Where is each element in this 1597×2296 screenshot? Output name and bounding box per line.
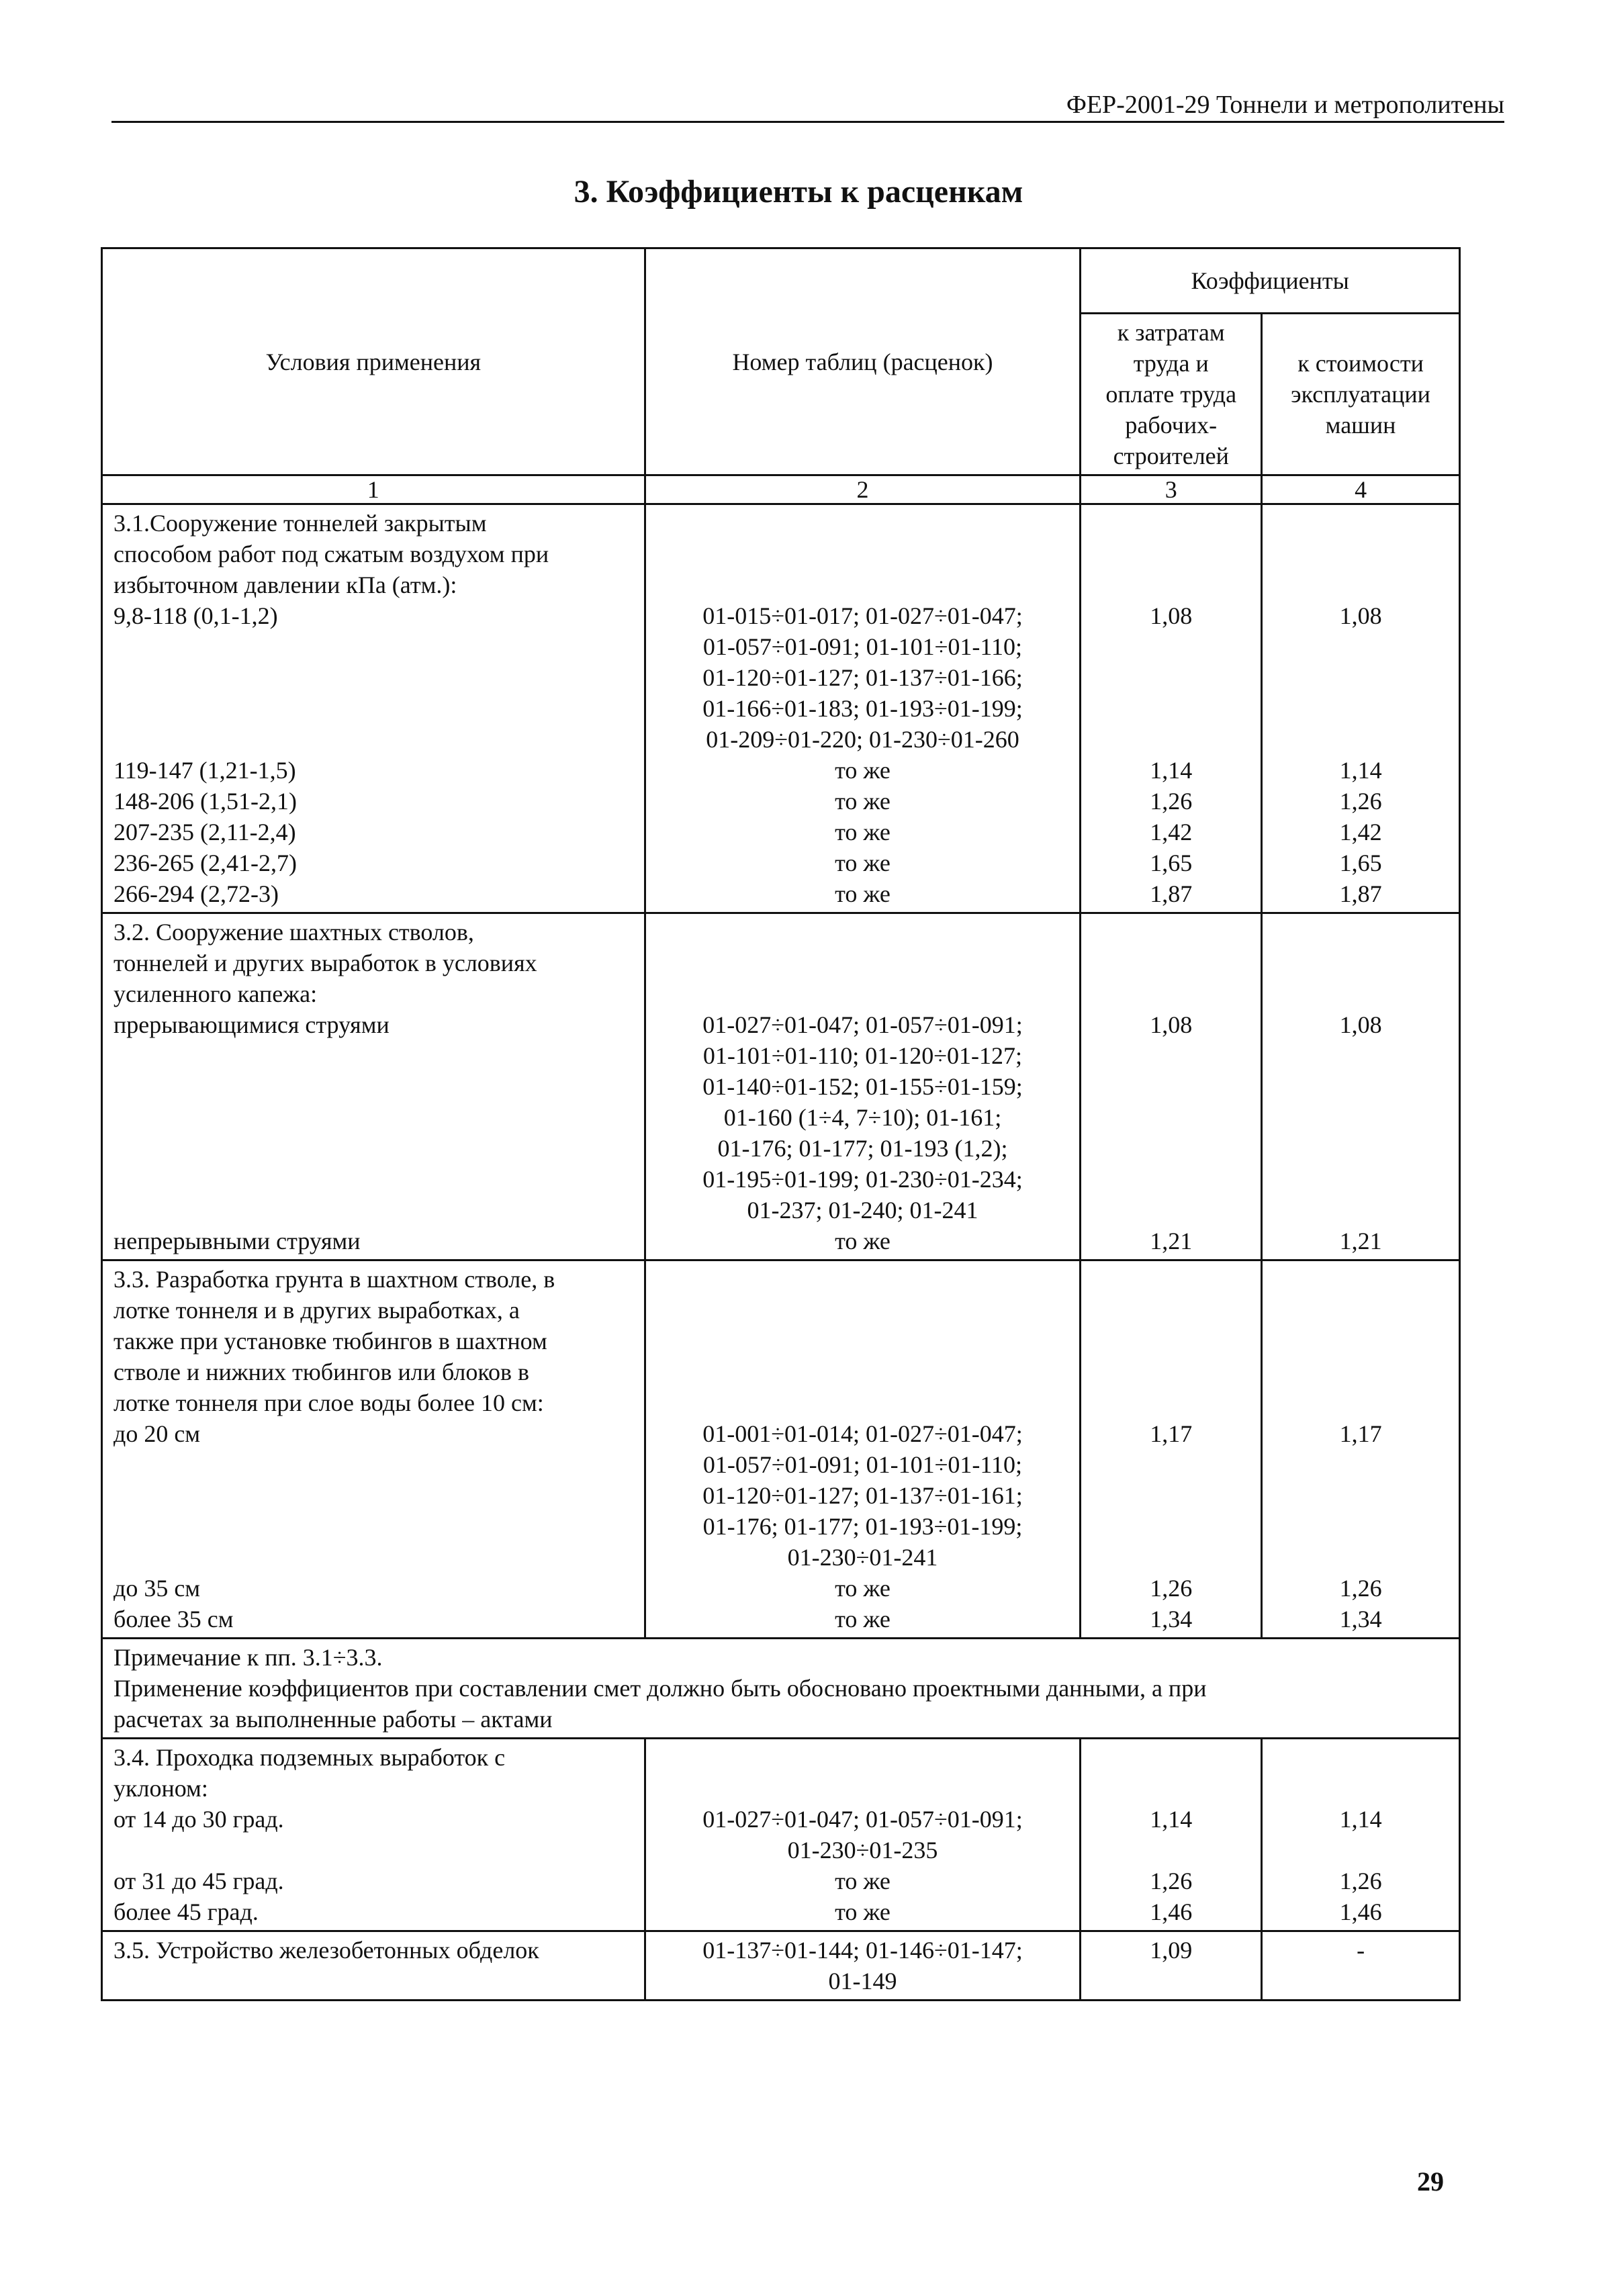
table-number-line: 01-120÷01-127; 01-137÷01-166; — [702, 664, 1023, 691]
section-heading-line: способом работ под сжатым воздухом при — [113, 541, 549, 567]
table-number-line: 01-001÷01-014; 01-027÷01-047; — [702, 1420, 1023, 1447]
spacer — [1092, 1742, 1250, 1773]
table-number-line: 01-120÷01-127; 01-137÷01-161; — [702, 1482, 1023, 1509]
spacer — [1273, 948, 1448, 978]
section-3-4-table-numbers — [645, 1739, 1081, 1931]
section-3-3-table-numbers — [645, 1260, 1081, 1639]
table-number-line: то же — [835, 788, 891, 815]
spacer — [1092, 1542, 1250, 1573]
spacer — [657, 948, 1069, 978]
coefficient-value: 1,26 — [1150, 1868, 1193, 1894]
spacer — [1273, 1511, 1448, 1542]
table-number-line: 01-137÷01-144; 01-146÷01-147; — [702, 1937, 1023, 1964]
coefficient-value: 1,65 — [1150, 849, 1193, 876]
running-header — [111, 93, 1504, 123]
section-3-5-conditions: 3.5. Устройство железобетонных обделок — [102, 1931, 645, 2001]
coefficient-value: 1,34 — [1150, 1606, 1193, 1633]
section-heading-line: 3.3. Разработка грунта в шахтном стволе, в — [113, 1266, 555, 1293]
condition-item: непрерывными струями — [113, 1228, 361, 1254]
spacer — [1273, 693, 1448, 724]
table-number-line: 01-015÷01-017; 01-027÷01-047; — [702, 602, 1023, 629]
section-3-1-row — [102, 504, 1460, 913]
section-3-2-machine-coefficients — [1262, 913, 1460, 1260]
spacer — [657, 1295, 1069, 1326]
section-3-2-labor-coefficients — [1081, 913, 1262, 1260]
spacer — [113, 1071, 633, 1102]
header-labor-line: труда и — [1133, 350, 1209, 377]
spacer — [1273, 1295, 1448, 1326]
section-heading-line: тоннелей и других выработок в условиях — [113, 950, 537, 976]
coefficient-value: 1,46 — [1150, 1898, 1193, 1925]
section-3-4-row — [102, 1739, 1460, 1931]
section-3-4-machine-coefficients — [1262, 1739, 1460, 1931]
spacer — [657, 917, 1069, 948]
spacer — [1092, 1295, 1250, 1326]
column-number: 4 — [1262, 475, 1460, 504]
section-3-2-row — [102, 913, 1460, 1260]
spacer — [113, 1102, 633, 1133]
table-number-line: 01-149 — [828, 1968, 897, 1994]
spacer — [1092, 693, 1250, 724]
coefficient-value: 1,14 — [1339, 1806, 1382, 1833]
spacer — [657, 569, 1069, 600]
spacer — [1273, 978, 1448, 1009]
spacer — [1092, 1102, 1250, 1133]
header-table-numbers: Номер таблиц (расценок) — [645, 248, 1081, 475]
running-title: ФЕР-2001-29 Тоннели и метрополитены — [1066, 91, 1504, 119]
table-number-line: то же — [835, 849, 891, 876]
header-labor-line: строителей — [1113, 443, 1229, 469]
coefficient-value: 1,26 — [1150, 788, 1193, 815]
spacer — [1092, 1835, 1250, 1866]
header-labor-coefficient — [1081, 314, 1262, 475]
coefficient-value: 1,17 — [1339, 1420, 1382, 1447]
condition-item: 266-294 (2,72-3) — [113, 880, 279, 907]
spacer — [1273, 1164, 1448, 1195]
coefficient-value: 1,14 — [1150, 757, 1193, 784]
spacer — [1273, 1040, 1448, 1071]
condition-item: до 35 см — [113, 1575, 201, 1602]
spacer — [1273, 1326, 1448, 1357]
table-number-line: то же — [835, 757, 891, 784]
header-machine-line: эксплуатации — [1291, 381, 1430, 408]
spacer — [1092, 1326, 1250, 1357]
condition-item — [113, 662, 633, 693]
spacer — [1092, 1195, 1250, 1226]
note-line: расчетах за выполненные работы – актами — [113, 1706, 553, 1733]
section-3-1-labor-coefficients — [1081, 504, 1262, 913]
column-number: 1 — [102, 475, 645, 504]
section-3-1-machine-coefficients — [1262, 504, 1460, 913]
spacer — [657, 1387, 1069, 1418]
column-number: 2 — [645, 475, 1081, 504]
spacer — [657, 978, 1069, 1009]
table-number-line: 01-057÷01-091; 01-101÷01-110; — [702, 633, 1023, 660]
table-number-line: 01-160 (1÷4, 7÷10); 01-161; — [723, 1104, 1002, 1131]
header-labor-line: к затратам — [1117, 319, 1225, 346]
condition-item: более 45 град. — [113, 1898, 259, 1925]
header-machine-coefficient — [1262, 314, 1460, 475]
table-number-line: 01-230÷01-241 — [787, 1544, 938, 1571]
page-number: 29 — [1417, 2166, 1444, 2197]
table-number-line: 01-166÷01-183; 01-193÷01-199; — [702, 695, 1023, 722]
spacer — [1092, 1449, 1250, 1480]
condition-item: более 35 см — [113, 1606, 234, 1633]
spacer — [113, 1133, 633, 1164]
section-3-5-labor-coefficient: 1,09 — [1081, 1931, 1262, 2001]
spacer — [1092, 1357, 1250, 1387]
section-3-3-machine-coefficients — [1262, 1260, 1460, 1639]
spacer — [1273, 1071, 1448, 1102]
spacer — [1273, 1387, 1448, 1418]
table-number-line: 01-057÷01-091; 01-101÷01-110; — [702, 1451, 1023, 1478]
spacer — [1092, 1133, 1250, 1164]
spacer — [1092, 1071, 1250, 1102]
spacer — [1273, 631, 1448, 662]
section-3-5-machine-coefficient: - — [1262, 1931, 1460, 2001]
section-heading-line: 3.4. Проходка подземных выработок с — [113, 1744, 506, 1771]
spacer — [1092, 539, 1250, 569]
spacer — [1273, 569, 1448, 600]
section-heading-line: 3.2. Сооружение шахтных стволов, — [113, 919, 474, 946]
table-number-line: 01-176; 01-177; 01-193 (1,2); — [717, 1135, 1008, 1162]
spacer — [1092, 1387, 1250, 1418]
header-labor-line: рабочих- — [1125, 412, 1218, 439]
condition-item: 207-235 (2,11-2,4) — [113, 819, 296, 845]
page-title: 3. Коэффициенты к расценкам — [574, 174, 1023, 210]
section-heading-line: избыточном давлении кПа (атм.): — [113, 571, 457, 598]
coefficient-value: 1,26 — [1339, 1868, 1382, 1894]
coefficient-value: 1,87 — [1150, 880, 1193, 907]
coefficient-value: 1,34 — [1339, 1606, 1382, 1633]
spacer — [1092, 724, 1250, 755]
column-number: 3 — [1081, 475, 1262, 504]
spacer — [657, 1326, 1069, 1357]
section-heading-line: стволе и нижних тюбингов или блоков в — [113, 1359, 530, 1385]
condition-item: 9,8-118 (0,1-1,2) — [113, 602, 278, 629]
section-3-4-labor-coefficients — [1081, 1739, 1262, 1931]
condition-item: до 20 см — [113, 1420, 201, 1447]
header-coefficients: Коэффициенты — [1081, 248, 1460, 314]
spacer — [113, 1164, 633, 1195]
condition-item: 119-147 (1,21-1,5) — [113, 757, 296, 784]
coefficient-value: 1,26 — [1339, 1575, 1382, 1602]
spacer — [1092, 1264, 1250, 1295]
coefficient-value: 1,65 — [1339, 849, 1382, 876]
coefficient-value: 1,08 — [1339, 602, 1382, 629]
coefficient-value: 1,26 — [1150, 1575, 1193, 1602]
coefficient-value: 1,14 — [1339, 757, 1382, 784]
section-3-3-conditions — [102, 1260, 645, 1639]
spacer — [657, 508, 1069, 539]
spacer — [1092, 569, 1250, 600]
section-3-3-labor-coefficients — [1081, 1260, 1262, 1639]
section-3-5-row — [102, 1931, 1460, 2001]
condition-item: 148-206 (1,51-2,1) — [113, 788, 297, 815]
coefficient-value: 1,87 — [1339, 880, 1382, 907]
table-number-line: то же — [835, 1898, 891, 1925]
section-heading-line: лотке тоннеля и в других выработках, а — [113, 1297, 520, 1324]
spacer — [657, 539, 1069, 569]
spacer — [1273, 1449, 1448, 1480]
spacer — [657, 1264, 1069, 1295]
note-text — [102, 1639, 1460, 1739]
coefficients-table — [101, 247, 1461, 2001]
spacer — [1273, 1357, 1448, 1387]
section-heading-line: 3.1.Сооружение тоннелей закрытым — [113, 510, 487, 537]
coefficient-value: 1,21 — [1150, 1228, 1193, 1254]
section-3-2-conditions — [102, 913, 645, 1260]
coefficient-value: 1,21 — [1339, 1228, 1382, 1254]
spacer — [1273, 1133, 1448, 1164]
spacer — [1092, 978, 1250, 1009]
table-number-line: 01-230÷01-235 — [787, 1837, 938, 1864]
spacer — [1092, 662, 1250, 693]
spacer — [113, 1511, 633, 1542]
section-3-1-table-numbers — [645, 504, 1081, 913]
coefficient-value: 1,14 — [1150, 1806, 1193, 1833]
coefficient-value: 1,46 — [1339, 1898, 1382, 1925]
spacer — [1092, 1773, 1250, 1804]
coefficient-value: 1,08 — [1150, 602, 1193, 629]
spacer — [1273, 662, 1448, 693]
section-3-3-row — [102, 1260, 1460, 1639]
condition-item: от 14 до 30 град. — [113, 1806, 284, 1833]
header-machine-line: машин — [1325, 412, 1396, 439]
spacer — [113, 1542, 633, 1573]
coefficient-value: 1,08 — [1339, 1011, 1382, 1038]
table-number-line: то же — [835, 819, 891, 845]
spacer — [113, 1480, 633, 1511]
coefficient-value: 1,17 — [1150, 1420, 1193, 1447]
coefficient-value: 1,42 — [1150, 819, 1193, 845]
spacer — [1092, 1511, 1250, 1542]
table-number-line: 01-237; 01-240; 01-241 — [747, 1197, 978, 1224]
coefficient-value: 1,42 — [1339, 819, 1382, 845]
spacer — [1092, 917, 1250, 948]
section-3-4-conditions — [102, 1739, 645, 1931]
spacer — [113, 1835, 633, 1866]
table-number-line: 01-027÷01-047; 01-057÷01-091; — [702, 1806, 1023, 1833]
header-labor-line: оплате труда — [1105, 381, 1237, 408]
spacer — [1273, 539, 1448, 569]
section-heading-line: лотке тоннеля при слое воды более 10 см: — [113, 1389, 544, 1416]
spacer — [1092, 631, 1250, 662]
spacer — [1092, 508, 1250, 539]
table-number-line: то же — [835, 1868, 891, 1894]
section-heading-line: усиленного капежа: — [113, 980, 318, 1007]
spacer — [1273, 1773, 1448, 1804]
table-number-line: то же — [835, 1606, 891, 1633]
spacer — [1092, 1040, 1250, 1071]
spacer — [1092, 1164, 1250, 1195]
table-number-line: 01-209÷01-220; 01-230÷01-260 — [706, 726, 1019, 753]
spacer — [1273, 917, 1448, 948]
header-machine-line: к стоимости — [1297, 350, 1424, 377]
note-line: Примечание к пп. 3.1÷3.3. — [113, 1644, 383, 1671]
table-number-line: 01-027÷01-047; 01-057÷01-091; — [702, 1011, 1023, 1038]
spacer — [657, 1357, 1069, 1387]
spacer — [1273, 1835, 1448, 1866]
table-number-line: 01-140÷01-152; 01-155÷01-159; — [702, 1073, 1023, 1100]
condition-item — [113, 631, 633, 662]
spacer — [1273, 1195, 1448, 1226]
column-number-row — [102, 475, 1460, 504]
table-number-line: то же — [835, 1575, 891, 1602]
table-number-line: 01-195÷01-199; 01-230÷01-234; — [702, 1166, 1023, 1193]
spacer — [657, 1742, 1069, 1773]
coefficient-value: 1,08 — [1150, 1011, 1193, 1038]
spacer — [1273, 1542, 1448, 1573]
spacer — [1273, 508, 1448, 539]
spacer — [1273, 724, 1448, 755]
spacer — [1092, 1480, 1250, 1511]
table-number-line: то же — [835, 1228, 891, 1254]
note-line: Применение коэффициентов при составлении смет должно быть обосновано проектными данными, а при — [113, 1675, 1207, 1702]
condition-item — [113, 724, 633, 755]
table-number-line: то же — [835, 880, 891, 907]
condition-item: прерывающимися струями — [113, 1011, 390, 1038]
spacer — [113, 1195, 633, 1226]
spacer — [1273, 1264, 1448, 1295]
condition-item: 236-265 (2,41-2,7) — [113, 849, 297, 876]
table-number-line: 01-101÷01-110; 01-120÷01-127; — [702, 1042, 1023, 1069]
spacer — [657, 1773, 1069, 1804]
spacer — [1273, 1480, 1448, 1511]
spacer — [1273, 1102, 1448, 1133]
section-heading-line: также при установке тюбингов в шахтном — [113, 1328, 547, 1354]
coefficient-value: 1,26 — [1339, 788, 1382, 815]
spacer — [113, 1040, 633, 1071]
section-heading-line: уклоном: — [113, 1775, 208, 1802]
section-3-1-conditions — [102, 504, 645, 913]
condition-item — [113, 693, 633, 724]
table-number-line: 01-176; 01-177; 01-193÷01-199; — [702, 1513, 1023, 1540]
spacer — [1273, 1742, 1448, 1773]
condition-item: от 31 до 45 град. — [113, 1868, 284, 1894]
header-conditions: Условия применения — [102, 248, 645, 475]
section-3-2-table-numbers — [645, 913, 1081, 1260]
spacer — [113, 1449, 633, 1480]
section-3-5-table-numbers — [645, 1931, 1081, 2001]
note-row — [102, 1639, 1460, 1739]
spacer — [1092, 948, 1250, 978]
